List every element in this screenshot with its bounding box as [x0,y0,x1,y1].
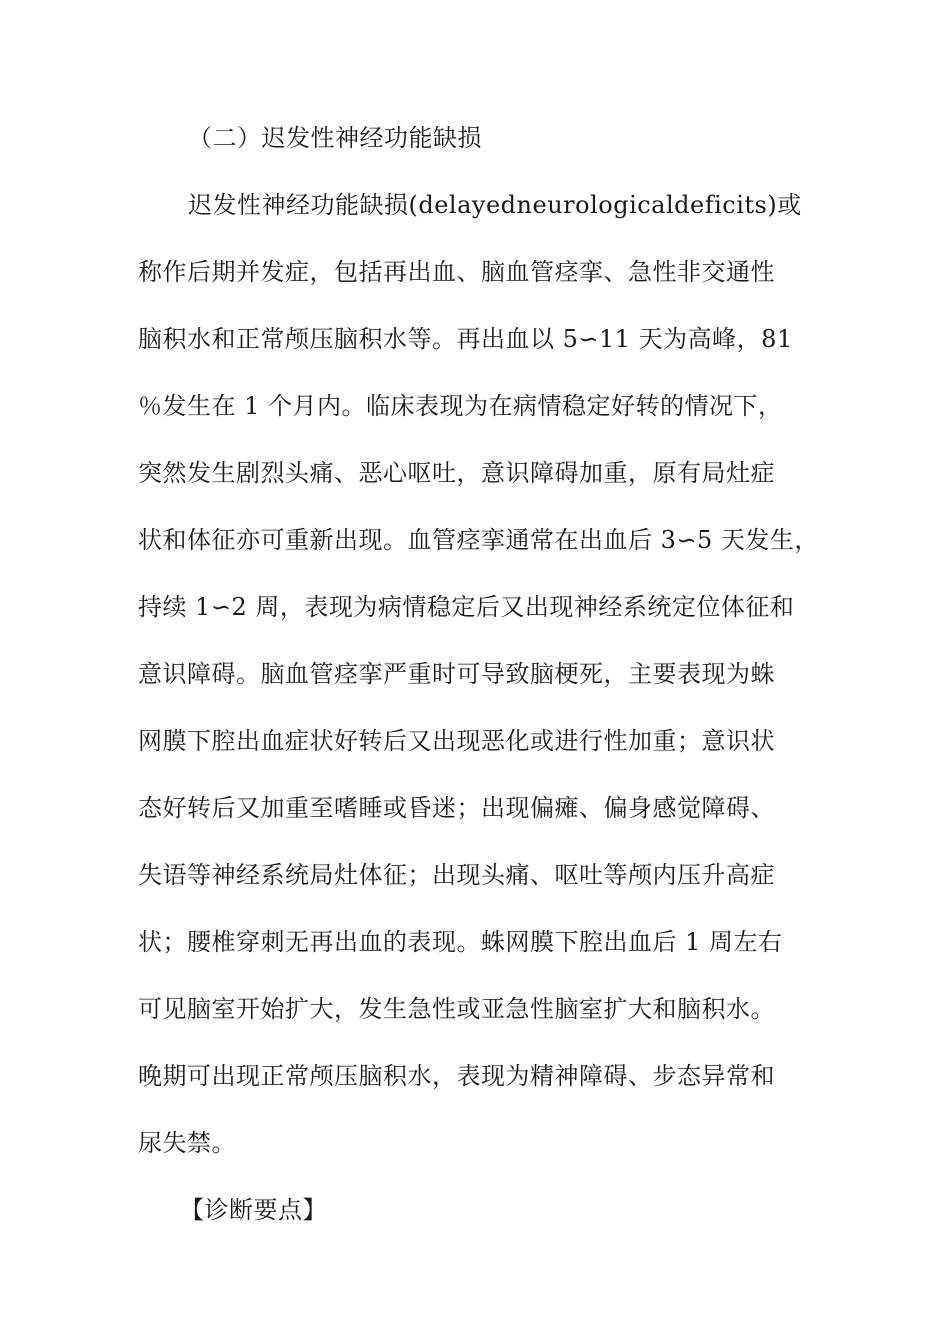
paragraph-line: 网膜下腔出血症状好转后又出现恶化或进行性加重；意识状 [138,727,775,755]
paragraph-line: 称作后期并发症，包括再出血、脑血管痉挛、急性非交通性 [138,258,775,286]
paragraph-line: 状和体征亦可重新出现。血管痉挛通常在出血后 3∽5 天发生， [138,526,819,554]
paragraph-line: 状；腰椎穿刺无再出血的表现。蛛网膜下腔出血后 1 周左右 [138,928,783,956]
paragraph-line: 可见脑室开始扩大，发生急性或亚急性脑室扩大和脑积水。 [138,995,775,1023]
paragraph-line: 突然发生剧烈头痛、恶心呕吐，意识障碍加重，原有局灶症 [138,459,775,487]
paragraph-line: 尿失禁。 [138,1129,236,1157]
section-heading: （二）迟发性神经功能缺损 [188,124,482,152]
paragraph-line: 意识障碍。脑血管痉挛严重时可导致脑梗死，主要表现为蛛 [138,660,775,688]
paragraph-line: 晚期可出现正常颅压脑积水，表现为精神障碍、步态异常和 [138,1062,775,1090]
paragraph-line: 持续 1∽2 周，表现为病情稳定后又出现神经系统定位体征和 [138,593,795,621]
next-section-heading: 【诊断要点】 [180,1196,327,1224]
paragraph-line: 态好转后又加重至嗜睡或昏迷；出现偏瘫、偏身感觉障碍、 [138,794,775,822]
paragraph-line: 迟发性神经功能缺损(delayedneurologicaldeficits)或 [188,191,802,219]
paragraph-line: 失语等神经系统局灶体征；出现头痛、呕吐等颅内压升高症 [138,861,775,889]
paragraph-line: ％发生在 1 个月内。临床表现为在病情稳定好转的情况下， [138,392,783,420]
paragraph-line: 脑积水和正常颅压脑积水等。再出血以 5∽11 天为高峰，81 [138,325,793,353]
